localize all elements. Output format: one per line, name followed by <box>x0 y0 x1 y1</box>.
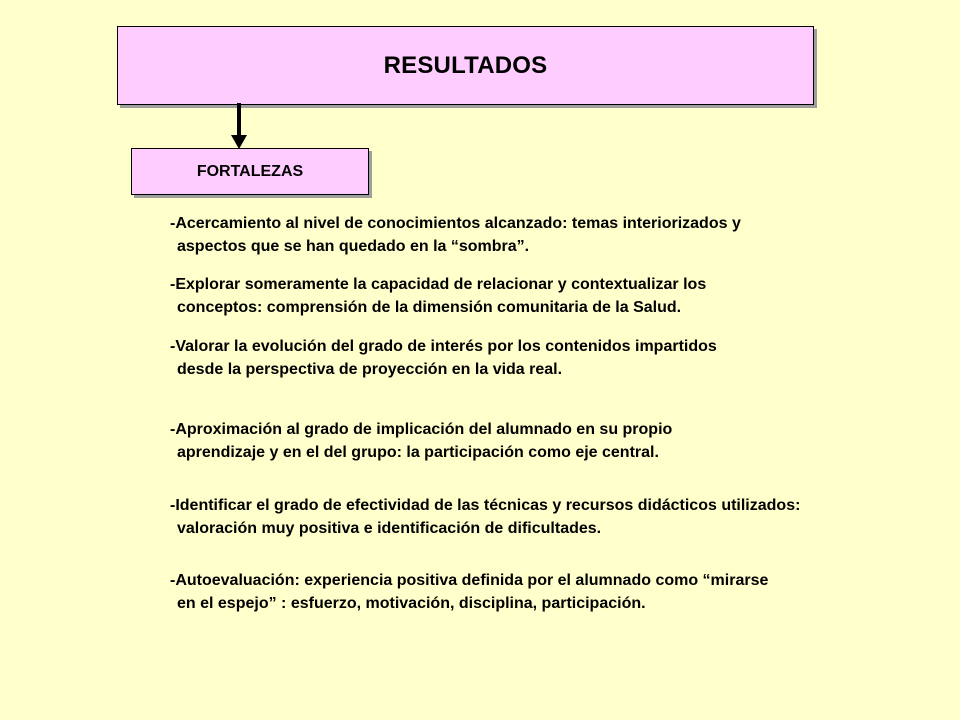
strengths-label-box <box>131 148 369 195</box>
strength-item-2 <box>170 273 930 319</box>
strengths-label: FORTALEZAS <box>196 162 304 180</box>
strength-item-6-line2: en el espejo” : esfuerzo, motivación, disciplina, participación. <box>177 595 646 612</box>
strength-item-4-line1: -Aproximación al grado de implicación del alumnado en su propio <box>170 421 673 438</box>
strength-item-5-line1: -Identificar el grado de efectividad de las técnicas y recursos didácticos utilizados: <box>170 497 801 514</box>
strength-item-2-line1: -Explorar someramente la capacidad de relacionar y contextualizar los <box>170 276 707 293</box>
strength-item-3-line2: desde la perspectiva de proyección en la vida real. <box>177 361 563 378</box>
strength-item-4 <box>170 418 930 464</box>
strength-item-3 <box>170 335 930 381</box>
strength-item-6 <box>170 569 930 615</box>
strength-item-1 <box>170 212 930 258</box>
strength-item-4-line2: aprendizaje y en el del grupo: la participación como eje central. <box>177 444 659 461</box>
strength-item-2-line2: conceptos: comprensión de la dimensión comunitaria de la Salud. <box>177 299 682 316</box>
strength-item-1-line1: -Acercamiento al nivel de conocimientos alcanzado: temas interiorizados y <box>170 215 741 232</box>
strength-item-1-line2: aspectos que se han quedado en la “sombra”. <box>177 238 530 255</box>
results-title-box <box>117 26 814 105</box>
strength-item-6-line1: -Autoevaluación: experiencia positiva definida por el alumnado como “mirarse <box>170 572 769 589</box>
strength-item-5 <box>170 494 930 540</box>
strength-item-5-line2: valoración muy positiva e identificación de dificultades. <box>177 520 602 537</box>
strength-item-3-line1: -Valorar la evolución del grado de interés por los contenidos impartidos <box>170 338 717 355</box>
results-title: RESULTADOS <box>383 51 548 79</box>
down-arrow-icon <box>229 103 249 149</box>
